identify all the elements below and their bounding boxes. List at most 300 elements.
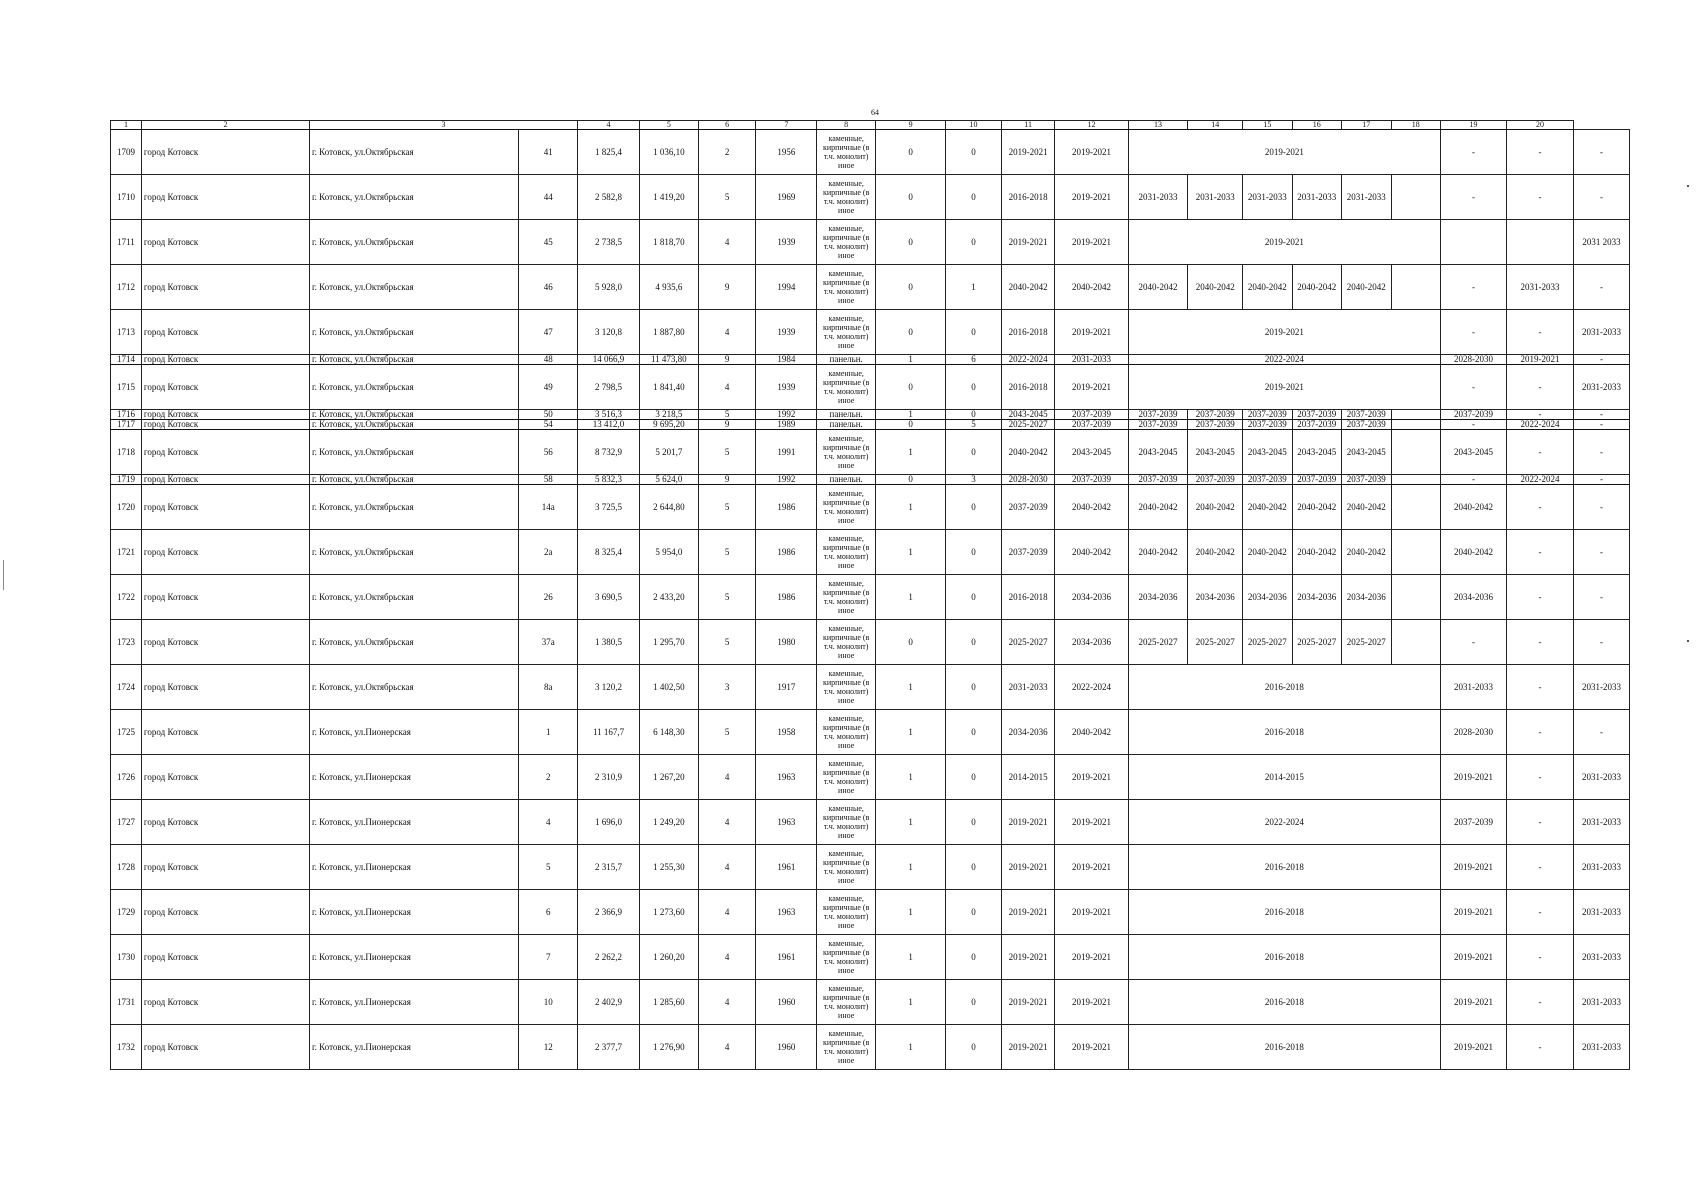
- total-area-cell: 13 412,0: [578, 420, 640, 430]
- col19-cell: -: [1507, 485, 1574, 530]
- col10-cell: 0: [946, 800, 1002, 845]
- spacer-cell: [1391, 575, 1440, 620]
- col11-cell: 2043-2045: [1001, 410, 1055, 420]
- col18-cell: -: [1441, 420, 1507, 430]
- col17-cell: 2040-2042: [1342, 265, 1391, 310]
- living-area-cell: 1 419,20: [639, 175, 698, 220]
- wall-material-line: иное: [838, 516, 855, 525]
- merged-period-cell: 2016-2018: [1128, 710, 1440, 755]
- col20-cell: 2031-2033: [1574, 310, 1630, 355]
- col12-cell: 2040-2042: [1055, 710, 1128, 755]
- col15-cell: 2037-2039: [1243, 420, 1292, 430]
- col18-cell: -: [1441, 620, 1507, 665]
- table-row: [111, 845, 1630, 890]
- wall-material-line: кирпичные (в: [822, 188, 870, 197]
- table-row: [111, 310, 1630, 355]
- col15-cell: 2040-2042: [1243, 530, 1292, 575]
- col10-cell: 0: [946, 175, 1002, 220]
- floors-cell: 5: [698, 175, 756, 220]
- col17-cell: 2034-2036: [1342, 575, 1391, 620]
- col10-cell: 0: [946, 845, 1002, 890]
- column-header: 1: [111, 121, 142, 130]
- wall-material-line: кирпичные (в: [822, 723, 870, 732]
- address-cell: г. Котовск, ул.Октябрьская: [310, 620, 519, 665]
- col9-cell: 1: [876, 575, 946, 620]
- header-row: [111, 121, 1630, 130]
- wall-material-line: т.ч. монолит): [823, 332, 869, 341]
- col20-cell: 2031-2033: [1574, 845, 1630, 890]
- total-area-cell: 5 928,0: [578, 265, 640, 310]
- wall-material-cell: [817, 220, 876, 265]
- col20-cell: -: [1574, 620, 1630, 665]
- col20-cell: -: [1574, 175, 1630, 220]
- row-number: 1717: [111, 420, 142, 430]
- col10-cell: 5: [946, 420, 1002, 430]
- house-number-cell: 8а: [519, 665, 578, 710]
- floors-cell: 5: [698, 430, 756, 475]
- locality-cell: город Котовск: [141, 220, 309, 265]
- col18-cell: 2019-2021: [1441, 845, 1507, 890]
- floors-cell: 4: [698, 845, 756, 890]
- wall-material-line: иное: [838, 966, 855, 975]
- locality-cell: город Котовск: [141, 130, 309, 175]
- address-cell: г. Котовск, ул.Октябрьская: [310, 310, 519, 355]
- address-cell: г. Котовск, ул.Пионерская: [310, 755, 519, 800]
- col19-cell: 2019-2021: [1507, 355, 1574, 365]
- col14-cell: 2040-2042: [1188, 265, 1243, 310]
- column-header: 3: [310, 121, 578, 130]
- col20-cell: 2031-2033: [1574, 1025, 1630, 1070]
- wall-material-line: т.ч. монолит): [823, 387, 869, 396]
- table-row: [111, 800, 1630, 845]
- year-built-cell: 1989: [756, 420, 817, 430]
- col12-cell: 2019-2021: [1055, 755, 1128, 800]
- col12-cell: 2019-2021: [1055, 800, 1128, 845]
- page-number: 64: [871, 108, 879, 117]
- col13-cell: 2037-2039: [1128, 475, 1188, 485]
- col14-cell: 2034-2036: [1188, 575, 1243, 620]
- table-row: [111, 220, 1630, 265]
- address-cell: г. Котовск, ул.Октябрьская: [310, 175, 519, 220]
- wall-material-line: каменные,: [828, 434, 864, 443]
- col13-cell: 2040-2042: [1128, 530, 1188, 575]
- floors-cell: 4: [698, 1025, 756, 1070]
- merged-period-cell: 2022-2024: [1128, 800, 1440, 845]
- column-header: 18: [1391, 121, 1440, 130]
- col10-cell: 0: [946, 410, 1002, 420]
- floors-cell: 4: [698, 365, 756, 410]
- total-area-cell: 3 516,3: [578, 410, 640, 420]
- wall-material-line: кирпичные (в: [822, 443, 870, 452]
- wall-material-line: т.ч. монолит): [823, 197, 869, 206]
- col15-cell: 2037-2039: [1243, 475, 1292, 485]
- col12-cell: 2031-2033: [1055, 355, 1128, 365]
- col14-cell: 2040-2042: [1188, 530, 1243, 575]
- col18-cell: 2043-2045: [1441, 430, 1507, 475]
- col16-cell: 2043-2045: [1292, 430, 1341, 475]
- row-number: 1718: [111, 430, 142, 475]
- wall-material-line: иное: [838, 1011, 855, 1020]
- wall-material-line: т.ч. монолит): [823, 687, 869, 696]
- col10-cell: 0: [946, 890, 1002, 935]
- wall-material-cell: [817, 755, 876, 800]
- wall-material-line: каменные,: [828, 759, 864, 768]
- col16-cell: 2040-2042: [1292, 530, 1341, 575]
- floors-cell: 5: [698, 530, 756, 575]
- address-cell: г. Котовск, ул.Октябрьская: [310, 575, 519, 620]
- wall-material-line: каменные,: [828, 489, 864, 498]
- spacer-cell: [1391, 620, 1440, 665]
- col10-cell: 0: [946, 1025, 1002, 1070]
- col11-cell: 2016-2018: [1001, 365, 1055, 410]
- floors-cell: 4: [698, 800, 756, 845]
- col15-cell: 2040-2042: [1243, 265, 1292, 310]
- locality-cell: город Котовск: [141, 310, 309, 355]
- column-header: 17: [1342, 121, 1391, 130]
- col20-cell: -: [1574, 130, 1630, 175]
- wall-material-line: кирпичные (в: [822, 633, 870, 642]
- wall-material-line: иное: [838, 1056, 855, 1065]
- wall-material-line: кирпичные (в: [822, 1038, 870, 1047]
- col19-cell: [1507, 220, 1574, 265]
- col9-cell: 1: [876, 980, 946, 1025]
- col16-cell: 2037-2039: [1292, 410, 1341, 420]
- year-built-cell: 1939: [756, 310, 817, 355]
- table-row: [111, 530, 1630, 575]
- col11-cell: 2016-2018: [1001, 310, 1055, 355]
- col11-cell: 2019-2021: [1001, 220, 1055, 265]
- col9-cell: 1: [876, 890, 946, 935]
- wall-material-line: каменные,: [828, 894, 864, 903]
- col17-cell: 2037-2039: [1342, 475, 1391, 485]
- spacer-cell: [1391, 475, 1440, 485]
- living-area-cell: 1 267,20: [639, 755, 698, 800]
- wall-material-line: иное: [838, 206, 855, 215]
- wall-material-line: т.ч. монолит): [823, 507, 869, 516]
- year-built-cell: 1969: [756, 175, 817, 220]
- year-built-cell: 1986: [756, 530, 817, 575]
- col18-cell: 2019-2021: [1441, 1025, 1507, 1070]
- house-number-cell: 54: [519, 420, 578, 430]
- floors-cell: 9: [698, 355, 756, 365]
- col18-cell: -: [1441, 175, 1507, 220]
- wall-material-cell: [817, 800, 876, 845]
- living-area-cell: 3 218,5: [639, 410, 698, 420]
- col13-cell: 2040-2042: [1128, 485, 1188, 530]
- spacer-cell: [1391, 430, 1440, 475]
- table-row: [111, 755, 1630, 800]
- address-cell: г. Котовск, ул.Октябрьская: [310, 265, 519, 310]
- col18-cell: 2040-2042: [1441, 485, 1507, 530]
- col16-cell: 2040-2042: [1292, 485, 1341, 530]
- col16-cell: 2037-2039: [1292, 475, 1341, 485]
- column-header: 2: [141, 121, 309, 130]
- wall-material-line: т.ч. монолит): [823, 552, 869, 561]
- col10-cell: 0: [946, 430, 1002, 475]
- merged-period-cell: 2016-2018: [1128, 980, 1440, 1025]
- col19-cell: -: [1507, 710, 1574, 755]
- wall-material-line: т.ч. монолит): [823, 452, 869, 461]
- table-row: [111, 890, 1630, 935]
- house-number-cell: 6: [519, 890, 578, 935]
- house-number-cell: 44: [519, 175, 578, 220]
- address-cell: г. Котовск, ул.Октябрьская: [310, 130, 519, 175]
- wall-material-cell: [817, 130, 876, 175]
- wall-material-line: иное: [838, 696, 855, 705]
- wall-material-line: иное: [838, 831, 855, 840]
- col11-cell: 2019-2021: [1001, 845, 1055, 890]
- col20-cell: -: [1574, 485, 1630, 530]
- col19-cell: -: [1507, 365, 1574, 410]
- wall-material-line: каменные,: [828, 179, 864, 188]
- col9-cell: 1: [876, 710, 946, 755]
- col9-cell: 1: [876, 410, 946, 420]
- living-area-cell: 5 201,7: [639, 430, 698, 475]
- col9-cell: 1: [876, 755, 946, 800]
- year-built-cell: 1960: [756, 980, 817, 1025]
- column-header: 16: [1292, 121, 1341, 130]
- table-row: [111, 980, 1630, 1025]
- house-number-cell: 50: [519, 410, 578, 420]
- column-header: 14: [1188, 121, 1243, 130]
- address-cell: г. Котовск, ул.Пионерская: [310, 710, 519, 755]
- col12-cell: 2019-2021: [1055, 1025, 1128, 1070]
- table-row: [111, 665, 1630, 710]
- col19-cell: -: [1507, 800, 1574, 845]
- col9-cell: 0: [876, 310, 946, 355]
- house-number-cell: 37а: [519, 620, 578, 665]
- row-number: 1715: [111, 365, 142, 410]
- table-row: [111, 365, 1630, 410]
- total-area-cell: 1 380,5: [578, 620, 640, 665]
- wall-material-line: кирпичные (в: [822, 588, 870, 597]
- locality-cell: город Котовск: [141, 355, 309, 365]
- total-area-cell: 2 377,7: [578, 1025, 640, 1070]
- total-area-cell: 8 325,4: [578, 530, 640, 575]
- address-cell: г. Котовск, ул.Октябрьская: [310, 485, 519, 530]
- house-number-cell: 45: [519, 220, 578, 265]
- col11-cell: 2031-2033: [1001, 665, 1055, 710]
- col16-cell: 2040-2042: [1292, 265, 1341, 310]
- row-number: 1720: [111, 485, 142, 530]
- locality-cell: город Котовск: [141, 845, 309, 890]
- table-row: [111, 430, 1630, 475]
- col11-cell: 2016-2018: [1001, 175, 1055, 220]
- col14-cell: 2037-2039: [1188, 410, 1243, 420]
- col9-cell: 0: [876, 620, 946, 665]
- col20-cell: -: [1574, 420, 1630, 430]
- living-area-cell: 11 473,80: [639, 355, 698, 365]
- wall-material-cell: [817, 575, 876, 620]
- house-number-cell: 58: [519, 475, 578, 485]
- col12-cell: 2037-2039: [1055, 420, 1128, 430]
- col12-cell: 2037-2039: [1055, 475, 1128, 485]
- col9-cell: 1: [876, 530, 946, 575]
- col20-cell: -: [1574, 265, 1630, 310]
- wall-material-line: т.ч. монолит): [823, 867, 869, 876]
- wall-material-line: иное: [838, 251, 855, 260]
- wall-material-line: кирпичные (в: [822, 278, 870, 287]
- col9-cell: 1: [876, 845, 946, 890]
- row-number: 1714: [111, 355, 142, 365]
- wall-material-line: т.ч. монолит): [823, 597, 869, 606]
- row-number: 1711: [111, 220, 142, 265]
- col16-cell: 2037-2039: [1292, 420, 1341, 430]
- total-area-cell: 2 366,9: [578, 890, 640, 935]
- col11-cell: 2040-2042: [1001, 265, 1055, 310]
- col19-cell: -: [1507, 935, 1574, 980]
- wall-material-line: кирпичные (в: [822, 498, 870, 507]
- locality-cell: город Котовск: [141, 980, 309, 1025]
- table-row: [111, 710, 1630, 755]
- col10-cell: 0: [946, 310, 1002, 355]
- living-area-cell: 1 276,90: [639, 1025, 698, 1070]
- wall-material-line: иное: [838, 341, 855, 350]
- wall-material-line: кирпичные (в: [822, 813, 870, 822]
- col19-cell: -: [1507, 130, 1574, 175]
- address-cell: г. Котовск, ул.Пионерская: [310, 845, 519, 890]
- col12-cell: 2019-2021: [1055, 220, 1128, 265]
- col12-cell: 2019-2021: [1055, 310, 1128, 355]
- column-header: 6: [698, 121, 756, 130]
- wall-material-line: иное: [838, 161, 855, 170]
- col10-cell: 0: [946, 755, 1002, 800]
- wall-material-line: каменные,: [828, 804, 864, 813]
- locality-cell: город Котовск: [141, 935, 309, 980]
- housing-register-table: [110, 120, 1630, 1070]
- col15-cell: 2043-2045: [1243, 430, 1292, 475]
- locality-cell: город Котовск: [141, 485, 309, 530]
- wall-material-line: иное: [838, 561, 855, 570]
- house-number-cell: 14а: [519, 485, 578, 530]
- col12-cell: 2019-2021: [1055, 980, 1128, 1025]
- column-header: 4: [578, 121, 640, 130]
- row-number: 1727: [111, 800, 142, 845]
- col12-cell: 2034-2036: [1055, 620, 1128, 665]
- table-row: [111, 265, 1630, 310]
- wall-material-line: каменные,: [828, 369, 864, 378]
- wall-material-line: каменные,: [828, 314, 864, 323]
- col11-cell: 2019-2021: [1001, 130, 1055, 175]
- table-row: [111, 575, 1630, 620]
- year-built-cell: 1986: [756, 485, 817, 530]
- year-built-cell: 1986: [756, 575, 817, 620]
- col9-cell: 1: [876, 665, 946, 710]
- address-cell: г. Котовск, ул.Пионерская: [310, 800, 519, 845]
- col16-cell: 2034-2036: [1292, 575, 1341, 620]
- year-built-cell: 1963: [756, 800, 817, 845]
- locality-cell: город Котовск: [141, 475, 309, 485]
- col18-cell: -: [1441, 130, 1507, 175]
- wall-material-line: кирпичные (в: [822, 858, 870, 867]
- house-number-cell: 48: [519, 355, 578, 365]
- wall-material-cell: [817, 1025, 876, 1070]
- address-cell: г. Котовск, ул.Октябрьская: [310, 365, 519, 410]
- column-header: 11: [1001, 121, 1055, 130]
- floors-cell: 3: [698, 665, 756, 710]
- wall-material-line: каменные,: [828, 939, 864, 948]
- wall-material-cell: [817, 310, 876, 355]
- year-built-cell: 1992: [756, 410, 817, 420]
- col18-cell: 2040-2042: [1441, 530, 1507, 575]
- merged-period-cell: 2019-2021: [1128, 220, 1440, 265]
- col10-cell: 0: [946, 130, 1002, 175]
- column-header: 5: [639, 121, 698, 130]
- col12-cell: 2019-2021: [1055, 130, 1128, 175]
- col19-cell: 2031-2033: [1507, 265, 1574, 310]
- house-number-cell: 5: [519, 845, 578, 890]
- wall-material-line: т.ч. монолит): [823, 777, 869, 786]
- wall-material-line: кирпичные (в: [822, 993, 870, 1002]
- locality-cell: город Котовск: [141, 420, 309, 430]
- floors-cell: 4: [698, 890, 756, 935]
- wall-material-line: каменные,: [828, 669, 864, 678]
- locality-cell: город Котовск: [141, 530, 309, 575]
- col10-cell: 0: [946, 665, 1002, 710]
- col13-cell: 2034-2036: [1128, 575, 1188, 620]
- column-header: 9: [876, 121, 946, 130]
- col13-cell: 2040-2042: [1128, 265, 1188, 310]
- locality-cell: город Котовск: [141, 620, 309, 665]
- merged-period-cell: 2019-2021: [1128, 310, 1440, 355]
- col18-cell: -: [1441, 365, 1507, 410]
- col20-cell: -: [1574, 475, 1630, 485]
- total-area-cell: 2 262,2: [578, 935, 640, 980]
- address-cell: г. Котовск, ул.Октябрьская: [310, 430, 519, 475]
- col11-cell: 2019-2021: [1001, 1025, 1055, 1070]
- col15-cell: 2031-2033: [1243, 175, 1292, 220]
- house-number-cell: 46: [519, 265, 578, 310]
- col18-cell: 2034-2036: [1441, 575, 1507, 620]
- col19-cell: -: [1507, 530, 1574, 575]
- column-header: 13: [1128, 121, 1188, 130]
- col18-cell: 2028-2030: [1441, 355, 1507, 365]
- house-number-cell: 12: [519, 1025, 578, 1070]
- living-area-cell: 1 285,60: [639, 980, 698, 1025]
- col16-cell: 2031-2033: [1292, 175, 1341, 220]
- col12-cell: 2022-2024: [1055, 665, 1128, 710]
- house-number-cell: 1: [519, 710, 578, 755]
- col13-cell: 2031-2033: [1128, 175, 1188, 220]
- wall-material-line: каменные,: [828, 984, 864, 993]
- living-area-cell: 1 402,50: [639, 665, 698, 710]
- row-number: 1728: [111, 845, 142, 890]
- floors-cell: 5: [698, 485, 756, 530]
- year-built-cell: 1961: [756, 935, 817, 980]
- col19-cell: -: [1507, 980, 1574, 1025]
- wall-material-line: т.ч. монолит): [823, 242, 869, 251]
- wall-material-line: т.ч. монолит): [823, 957, 869, 966]
- living-area-cell: 6 148,30: [639, 710, 698, 755]
- col10-cell: 0: [946, 710, 1002, 755]
- house-number-cell: 7: [519, 935, 578, 980]
- living-area-cell: 1 255,30: [639, 845, 698, 890]
- col12-cell: 2037-2039: [1055, 410, 1128, 420]
- living-area-cell: 1 273,60: [639, 890, 698, 935]
- col18-cell: -: [1441, 265, 1507, 310]
- row-number: 1730: [111, 935, 142, 980]
- living-area-cell: 9 695,20: [639, 420, 698, 430]
- wall-material-cell: панельн.: [817, 420, 876, 430]
- year-built-cell: 1956: [756, 130, 817, 175]
- wall-material-line: каменные,: [828, 624, 864, 633]
- col14-cell: 2037-2039: [1188, 420, 1243, 430]
- wall-material-cell: [817, 980, 876, 1025]
- col19-cell: -: [1507, 620, 1574, 665]
- floors-cell: 4: [698, 755, 756, 800]
- col11-cell: 2022-2024: [1001, 355, 1055, 365]
- locality-cell: город Котовск: [141, 890, 309, 935]
